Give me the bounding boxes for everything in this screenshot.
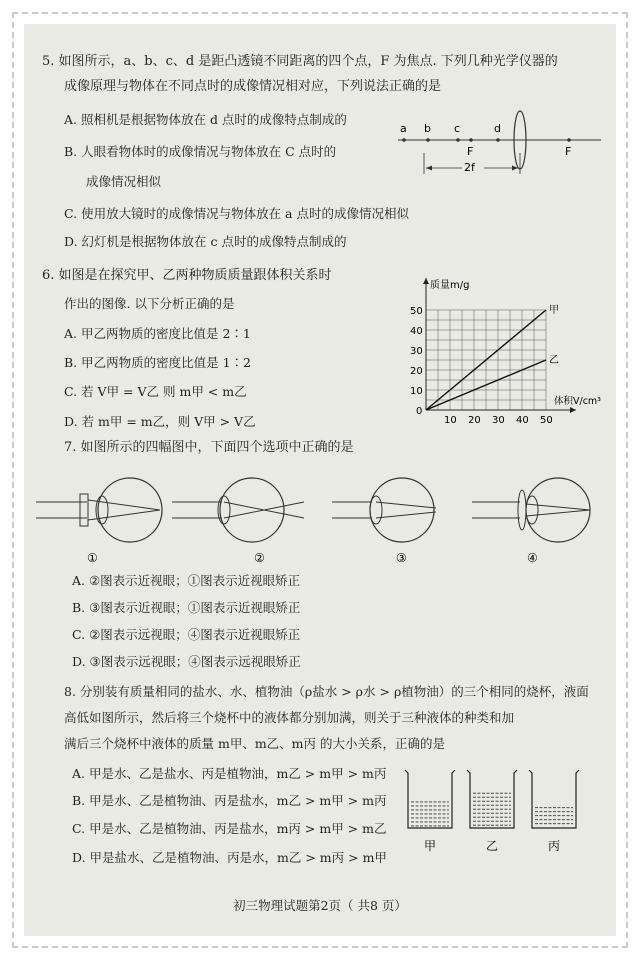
q7-option-c: C. ②图表示远视眼；④图表示近视眼矫正	[72, 627, 301, 642]
convex-lens-diagram	[396, 108, 606, 188]
y-tick-label: 50	[410, 306, 423, 317]
label-3: ③	[396, 551, 407, 565]
y-axis-arrow	[423, 278, 429, 284]
series-label-1: 甲	[549, 305, 559, 316]
q8-option-d: D. 甲是盐水、乙是植物油、丙是水，m乙 > m丙 > m甲	[72, 850, 387, 865]
q7-option-b: B. ③图表示近视眼；①图表示近视眼矫正	[72, 600, 301, 615]
point-b-dot	[426, 138, 430, 142]
q6-option-d: D. 若 m甲 = m乙，则 V甲 > V乙	[64, 414, 256, 429]
x-tick-label: 10	[444, 415, 457, 426]
label-4: ④	[527, 551, 538, 565]
q6-option-a: A. 甲乙两物质的密度比值是 2∶1	[64, 326, 251, 341]
q6-option-b: B. 甲乙两物质的密度比值是 1∶2	[64, 355, 252, 370]
label-d: d	[494, 122, 501, 135]
label-b: b	[424, 122, 431, 135]
page-footer: 初三物理试题第2页（ 共8 页）	[233, 898, 407, 913]
concave-lens-1	[80, 494, 88, 526]
x-axis-arrow	[570, 407, 576, 413]
label-a: a	[400, 122, 407, 135]
beaker-2	[467, 770, 517, 828]
q8-option-c: C. 甲是水、乙是植物油、丙是盐水，m丙 > m甲 > m乙	[72, 821, 387, 836]
beakers-figure	[396, 764, 596, 859]
q7-option-a: A. ②图表示近视眼；①图表示近视眼矫正	[72, 573, 301, 588]
label-f-right: F	[565, 145, 572, 158]
q6-stem-line2: 作出的图像. 以下分析正确的是	[64, 296, 235, 311]
convex-lens-4	[518, 490, 526, 530]
x-tick-label: 30	[492, 415, 505, 426]
x-tick-label: 20	[468, 415, 481, 426]
label-2: ②	[254, 551, 265, 565]
mass-volume-chart	[396, 260, 611, 430]
series-label-2: 乙	[549, 355, 559, 366]
q8-stem-line1: 8. 分别装有质量相同的盐水、水、植物油（ρ盐水 > ρ水 > ρ植物油）的三个相同的烧杯，液面	[64, 684, 589, 699]
q7-option-d: D. ③图表示远视眼；④图表示远视眼矫正	[72, 654, 301, 669]
point-c-dot	[456, 138, 460, 142]
y-axis-label: 质量m/g	[430, 280, 470, 291]
q5-option-c: C. 使用放大镜时的成像情况与物体放在 a 点时的成像情况相似	[64, 206, 409, 221]
q5-option-a: A. 照相机是根据物体放在 d 点时的成像特点制成的	[64, 112, 347, 127]
beaker-1	[405, 770, 455, 828]
eye-figure-1	[36, 478, 162, 542]
exam-page	[24, 24, 616, 936]
label-1: ①	[87, 551, 98, 565]
beaker-label-2: 乙	[486, 839, 499, 853]
q6-option-c: C. 若 V甲 = V乙 则 m甲 < m乙	[64, 384, 247, 399]
eye-figure-3	[332, 478, 436, 542]
q5-option-b-line2: 成像情况相似	[86, 174, 162, 189]
y-tick-label: 30	[410, 346, 423, 357]
point-d-dot	[496, 138, 500, 142]
q8-option-b: B. 甲是水、乙是植物油、丙是盐水，m乙 > m甲 > m丙	[72, 793, 387, 808]
x-axis-label: 体积V/cm³	[554, 396, 601, 407]
y-tick-label: 10	[410, 386, 423, 397]
q8-stem-line2: 高低如图所示，然后将三个烧杯中的液体都分别加满，则关于三种液体的种类和加	[64, 710, 515, 725]
q5-option-d: D. 幻灯机是根据物体放在 c 点时的成像特点制成的	[64, 234, 347, 249]
y-tick-label: 20	[410, 366, 423, 377]
q7-stem: 7. 如图所示的四幅图中，下面四个选项中正确的是	[64, 440, 354, 455]
q5-option-b-line1: B. 人眼看物体时的成像情况与物体放在 C 点时的	[64, 144, 337, 159]
beaker-label-1: 甲	[424, 839, 437, 853]
q6-stem-line1: 6. 如图是在探究甲、乙两种物质质量跟体积关系时	[42, 268, 332, 283]
q5-stem-line2: 成像原理与物体在不同点时的成像情况相对应，下列说法正确的是	[64, 79, 442, 94]
eye-diagrams	[32, 472, 612, 568]
eye-figure-2	[172, 478, 304, 542]
q5-stem-line1: 5. 如图所示，a、b、c、d 是距凸透镜不同距离的四个点，F 为焦点. 下列几种光学仪器的	[42, 54, 558, 69]
y-tick-label: 40	[410, 326, 423, 337]
label-c: c	[454, 122, 461, 135]
focus-right-dot	[567, 138, 571, 142]
eye-figure-4	[472, 478, 590, 542]
beaker-label-3: 丙	[548, 839, 561, 853]
q8-option-a: A. 甲是水、乙是盐水、丙是植物油，m乙 > m甲 > m丙	[72, 766, 387, 781]
point-a-dot	[402, 138, 406, 142]
label-f-left: F	[467, 145, 474, 158]
x-tick-label: 40	[516, 415, 529, 426]
label-2f: 2f	[464, 161, 475, 174]
focus-left-dot	[469, 138, 473, 142]
x-tick-label: 50	[540, 415, 553, 426]
origin-label: 0	[416, 406, 423, 417]
q8-stem-line3: 满后三个烧杯中液体的质量 m甲、m乙、m丙 的大小关系，正确的是	[64, 736, 446, 751]
